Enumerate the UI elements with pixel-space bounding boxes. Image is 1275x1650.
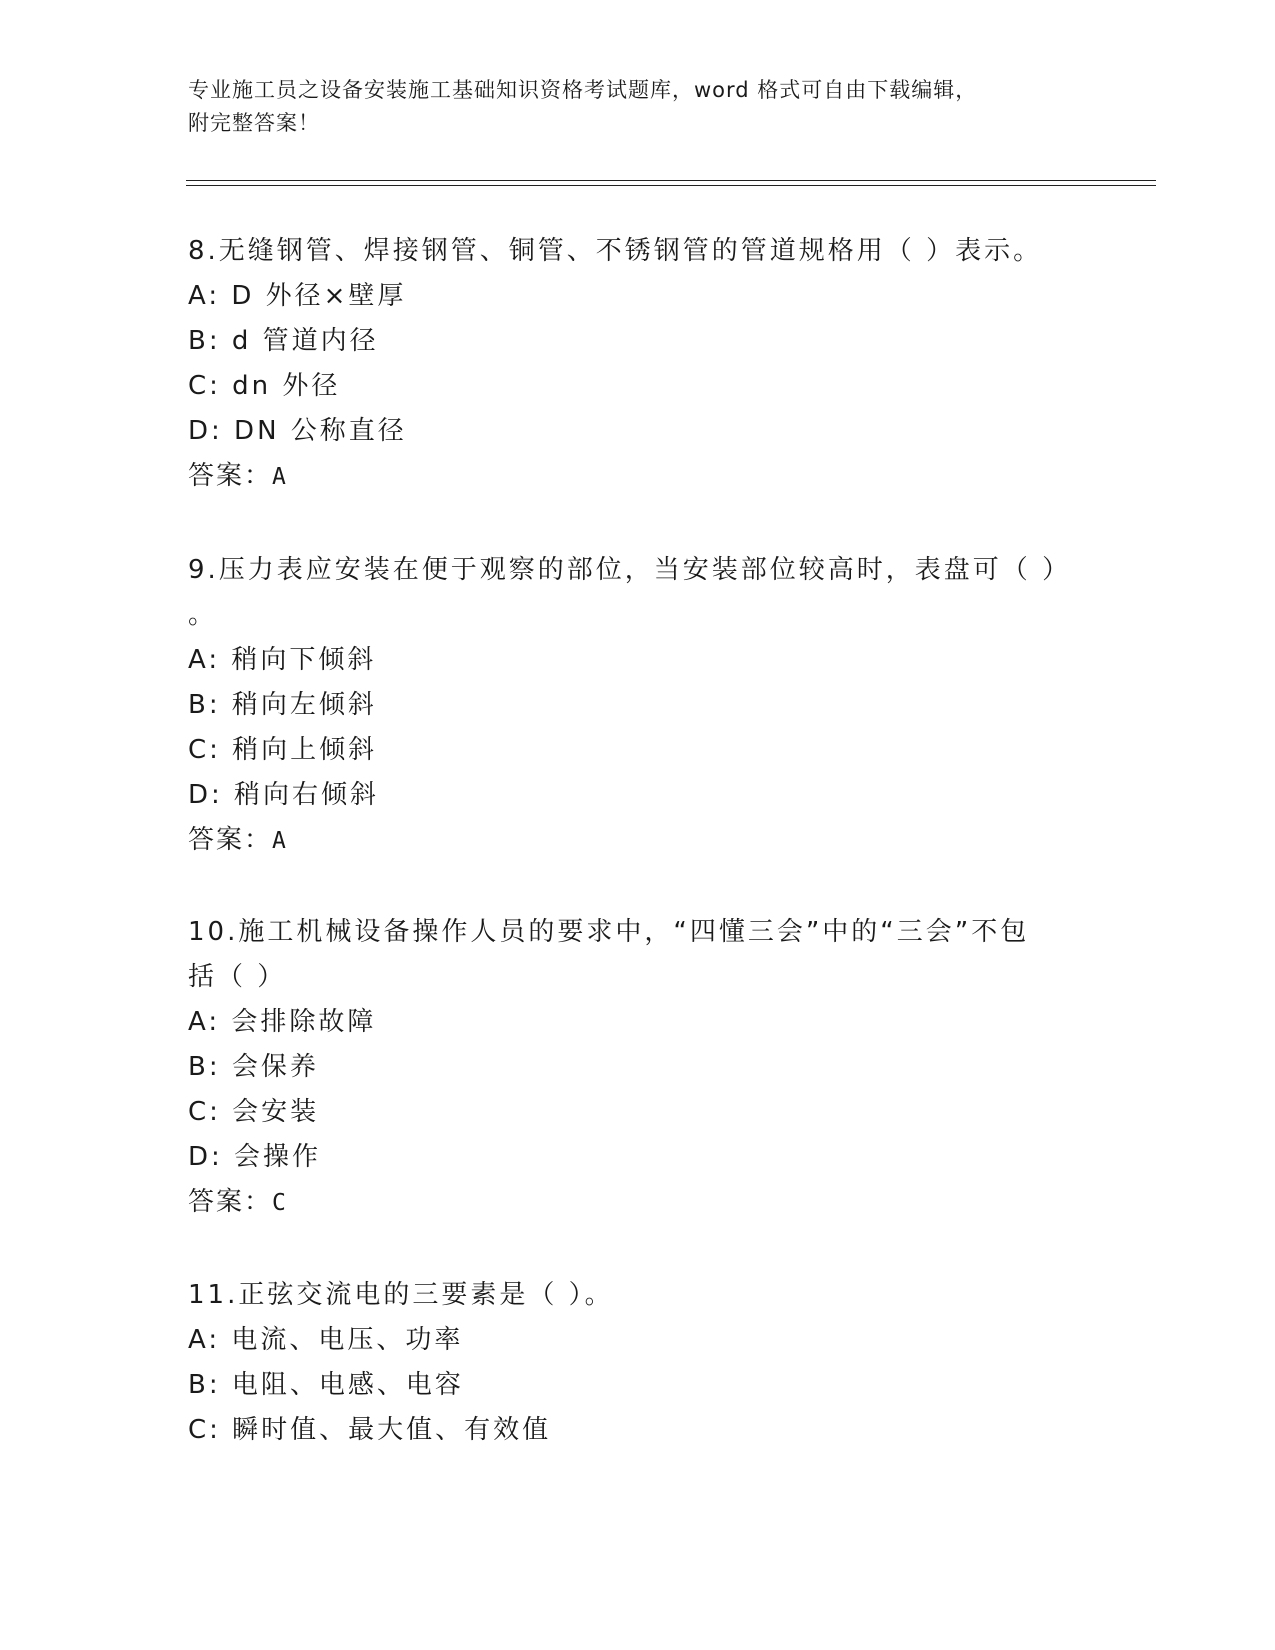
question-9-answer: [188, 825, 286, 856]
answer-label: 答案：: [188, 461, 273, 491]
question-8-stem: 8.无缝钢管、焊接钢管、铜管、不锈钢管的管道规格用（ ）表示。: [188, 236, 1043, 266]
header-divider-bottom: [186, 185, 1156, 186]
answer-value: C: [272, 1190, 286, 1216]
question-9-option-a: A: 稍向下倾斜: [188, 645, 377, 675]
question-10-stem: 10.施工机械设备操作人员的要求中，“四懂三会”中的“三会”不包: [188, 917, 1030, 947]
question-8-answer: [188, 461, 286, 492]
header-divider-top: [186, 180, 1156, 181]
question-11-stem: 11.正弦交流电的三要素是（ ）。: [188, 1280, 614, 1310]
question-11-option-c: C: 瞬时值、最大值、有效值: [188, 1415, 552, 1445]
answer-label: 答案：: [188, 825, 273, 855]
answer-value: A: [272, 464, 286, 490]
answer-value: A: [272, 828, 286, 854]
answer-label: 答案：: [188, 1187, 273, 1217]
question-8-option-d: D: DN 公称直径: [188, 416, 407, 446]
question-10-option-d: D: 会操作: [188, 1142, 322, 1172]
question-11-option-b: B: 电阻、电感、电容: [188, 1370, 464, 1400]
question-10-answer: [188, 1187, 286, 1218]
question-9-stem-cont: 。: [188, 600, 218, 630]
document-header: [188, 74, 1088, 140]
header-line-2: 附完整答案！: [188, 111, 320, 135]
question-8-option-b: B: d 管道内径: [188, 326, 379, 356]
question-8-option-c: C: dn 外径: [188, 371, 341, 401]
question-9-stem: 9.压力表应安装在便于观察的部位，当安装部位较高时，表盘可（ ）: [188, 555, 1072, 585]
question-9-option-d: D: 稍向右倾斜: [188, 780, 380, 810]
question-10-option-b: B: 会保养: [188, 1052, 319, 1082]
header-line-1: 专业施工员之设备安装施工基础知识资格考试题库，word 格式可自由下载编辑，: [188, 78, 978, 102]
question-9-option-b: B: 稍向左倾斜: [188, 690, 377, 720]
question-10-option-a: A: 会排除故障: [188, 1007, 377, 1037]
question-10-option-c: C: 会安装: [188, 1097, 320, 1127]
question-8-option-a: A: D 外径×壁厚: [188, 281, 407, 311]
question-11-option-a: A: 电流、电压、功率: [188, 1325, 464, 1355]
question-9-option-c: C: 稍向上倾斜: [188, 735, 378, 765]
question-10-stem-cont: 括（ ）: [188, 962, 287, 992]
